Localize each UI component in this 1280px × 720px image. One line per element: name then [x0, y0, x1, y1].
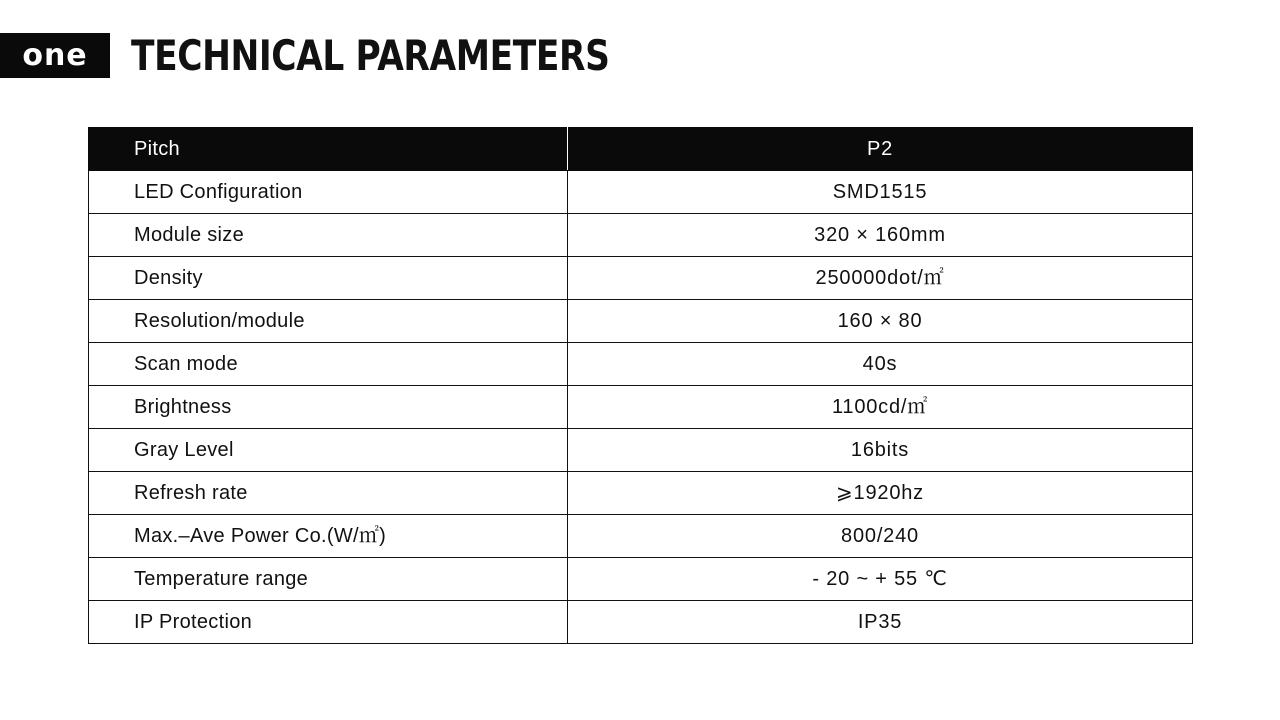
table-row — [89, 601, 1193, 644]
row-value: - 20 ~ + 55 ℃ — [568, 558, 1193, 601]
row-label: Max.–Ave Power Co.(W/㎡) — [89, 515, 568, 558]
table-row — [89, 515, 1193, 558]
table-row — [89, 472, 1193, 515]
table-row — [89, 558, 1193, 601]
row-label: LED Configuration — [89, 171, 568, 214]
table-header-row — [89, 128, 1193, 171]
row-value: 320 × 160mm — [568, 214, 1193, 257]
row-value: 250000dot/㎡ — [568, 257, 1193, 300]
row-value: IP35 — [568, 601, 1193, 644]
row-label: Refresh rate — [89, 472, 568, 515]
row-value: SMD1515 — [568, 171, 1193, 214]
page-title: TECHNICAL PARAMETERS — [131, 31, 610, 80]
row-label: Temperature range — [89, 558, 568, 601]
row-label: IP Protection — [89, 601, 568, 644]
table-row — [89, 429, 1193, 472]
table-row — [89, 171, 1193, 214]
row-label: Gray Level — [89, 429, 568, 472]
table-row — [89, 300, 1193, 343]
row-value: 40s — [568, 343, 1193, 386]
row-label: Module size — [89, 214, 568, 257]
table-header-value: P2 — [568, 128, 1193, 171]
brand-logo — [0, 33, 110, 78]
table-row — [89, 257, 1193, 300]
table-row — [89, 386, 1193, 429]
brand-logo-text: one — [22, 37, 88, 73]
row-label: Brightness — [89, 386, 568, 429]
row-value: 16bits — [568, 429, 1193, 472]
row-value: 1100cd/㎡ — [568, 386, 1193, 429]
row-value: ⩾1920hz — [568, 472, 1193, 515]
row-label: Density — [89, 257, 568, 300]
row-value: 800/240 — [568, 515, 1193, 558]
row-value: 160 × 80 — [568, 300, 1193, 343]
row-label: Resolution/module — [89, 300, 568, 343]
table-header-label: Pitch — [89, 128, 568, 171]
technical-parameters-table — [88, 127, 1193, 644]
table-row — [89, 214, 1193, 257]
row-label: Scan mode — [89, 343, 568, 386]
table-row — [89, 343, 1193, 386]
